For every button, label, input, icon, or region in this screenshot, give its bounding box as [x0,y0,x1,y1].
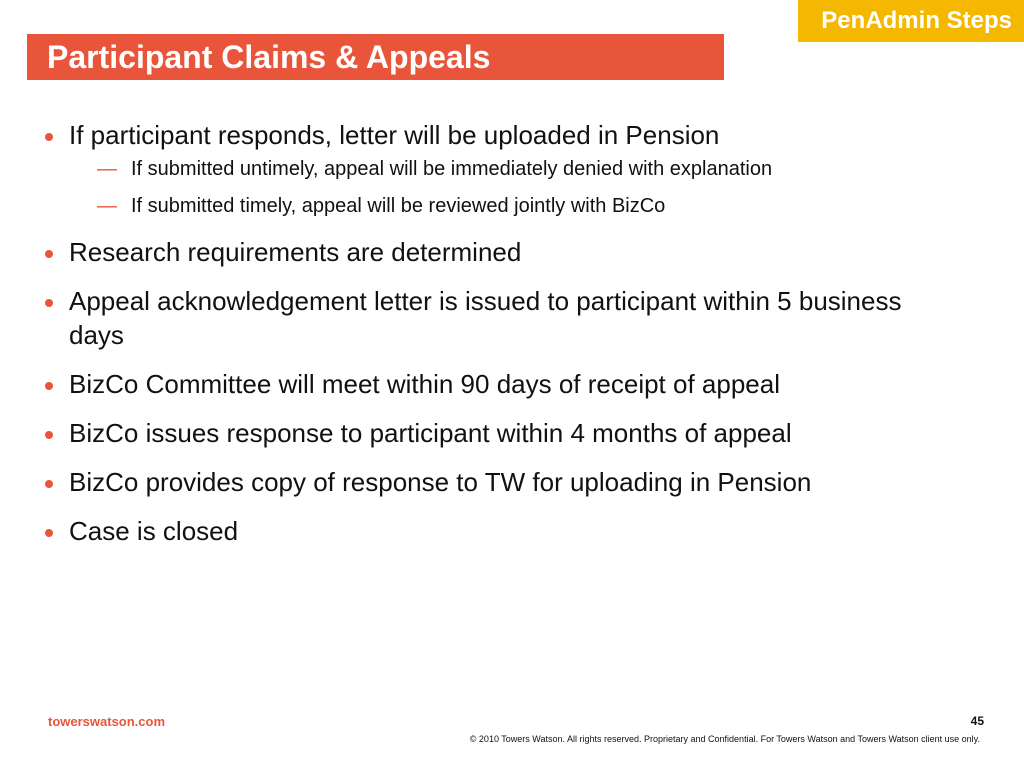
bullet-text: Appeal acknowledgement letter is issued to participant within 5 business days [69,286,902,350]
sub-bullet-text: If submitted timely, appeal will be reviewed jointly with BizCo [131,195,666,217]
bullet-dot-icon [45,133,53,141]
section-tag: PenAdmin Steps [798,0,1024,42]
footer-brand-link[interactable]: towerswatson.com [48,714,166,729]
bullet-item [40,118,940,152]
bullet-dot-icon [45,529,53,537]
bullet-text: Case is closed [69,516,239,546]
sub-bullet-item [40,156,940,183]
bullet-item [40,235,940,269]
bullet-dot-icon [45,250,53,258]
dash-icon: — [97,158,117,180]
bullet-dot-icon [45,299,53,307]
sub-bullet-item [40,193,940,220]
bullet-item [40,367,940,401]
bullet-text: If participant responds, letter will be uploaded in Pension [69,120,720,150]
bullet-item [40,284,940,352]
bullet-dot-icon [45,431,53,439]
sub-bullet-list [40,156,940,220]
bullet-dot-icon [45,382,53,390]
sub-bullet-text: If submitted untimely, appeal will be immediately denied with explanation [131,158,773,180]
page-number: 45 [970,714,984,728]
bullet-item [40,416,940,450]
copyright-notice: © 2010 Towers Watson. All rights reserved. Proprietary and Confidential. For Towers Watson and Towers Watson client use only. [469,734,980,744]
bullet-item [40,465,940,499]
slide-title: Participant Claims & Appeals [27,34,724,80]
bullet-list [40,118,940,563]
bullet-dot-icon [45,480,53,488]
bullet-text: Research requirements are determined [69,237,522,267]
bullet-item [40,514,940,548]
bullet-text: BizCo Committee will meet within 90 days of receipt of appeal [69,369,780,399]
bullet-text: BizCo issues response to participant within 4 months of appeal [69,418,792,448]
bullet-text: BizCo provides copy of response to TW for uploading in Pension [69,467,812,497]
dash-icon: — [97,195,117,217]
